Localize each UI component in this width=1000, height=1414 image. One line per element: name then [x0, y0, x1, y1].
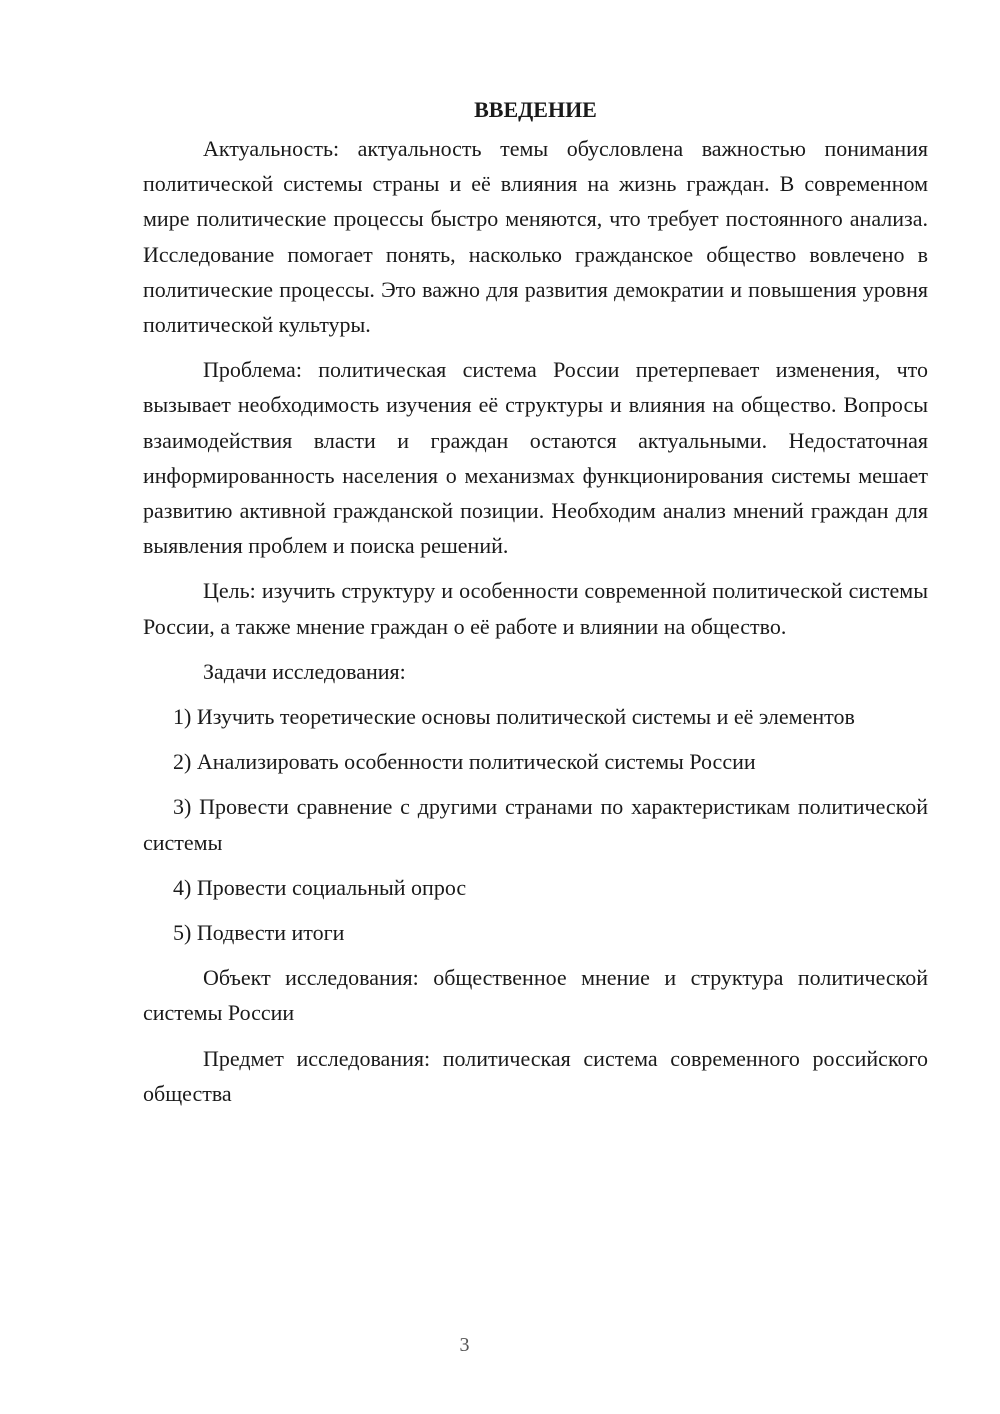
document-page	[143, 92, 928, 1121]
object-paragraph: Объект исследования: общественное мнение и структура политической системы России	[143, 965, 928, 1026]
task-item: 2) Анализировать особенности политической системы России	[173, 749, 756, 775]
task-item: 1) Изучить теоретические основы политической системы и её элементов	[173, 704, 855, 730]
section-title: ВВЕДЕНИЕ	[474, 97, 597, 122]
task-item: 3) Провести сравнение с другими странами по характеристикам политической системы	[143, 794, 928, 855]
problem-paragraph: Проблема: политическая система России претерпевает изменения, что вызывает необходимость изучения её структуры и влияния на общество. Вопросы взаимодействия власти и граждан остаются актуальными. Недостаточная информированность населения о механизмах функционирования системы мешает развитию активной гражданской позиции. Необходим анализ мнений граждан для выявления проблем и поиска решений.	[143, 357, 928, 559]
task-item: 4) Провести социальный опрос	[173, 874, 467, 900]
page-number: 3	[459, 1334, 470, 1356]
tasks-list	[143, 699, 928, 950]
goal-paragraph: Цель: изучить структуру и особенности современной политической системы России, а также мнение граждан о её работе и влиянии на общество.	[143, 578, 928, 639]
tasks-heading: Задачи исследования:	[203, 658, 406, 684]
subject-paragraph: Предмет исследования: политическая система современного российского общества	[143, 1045, 928, 1106]
relevance-paragraph: Актуальность: актуальность темы обусловлена важностью понимания политической системы страны и её влияния на жизнь граждан. В современном мире политические процессы быстро меняются, что требует постоянного анализа. Исследование помогает понять, насколько гражданское общество вовлечено в политические процессы. Это важно для развития демократии и повышения уровня политической культуры.	[143, 136, 928, 338]
task-item: 5) Подвести итоги	[173, 920, 345, 946]
